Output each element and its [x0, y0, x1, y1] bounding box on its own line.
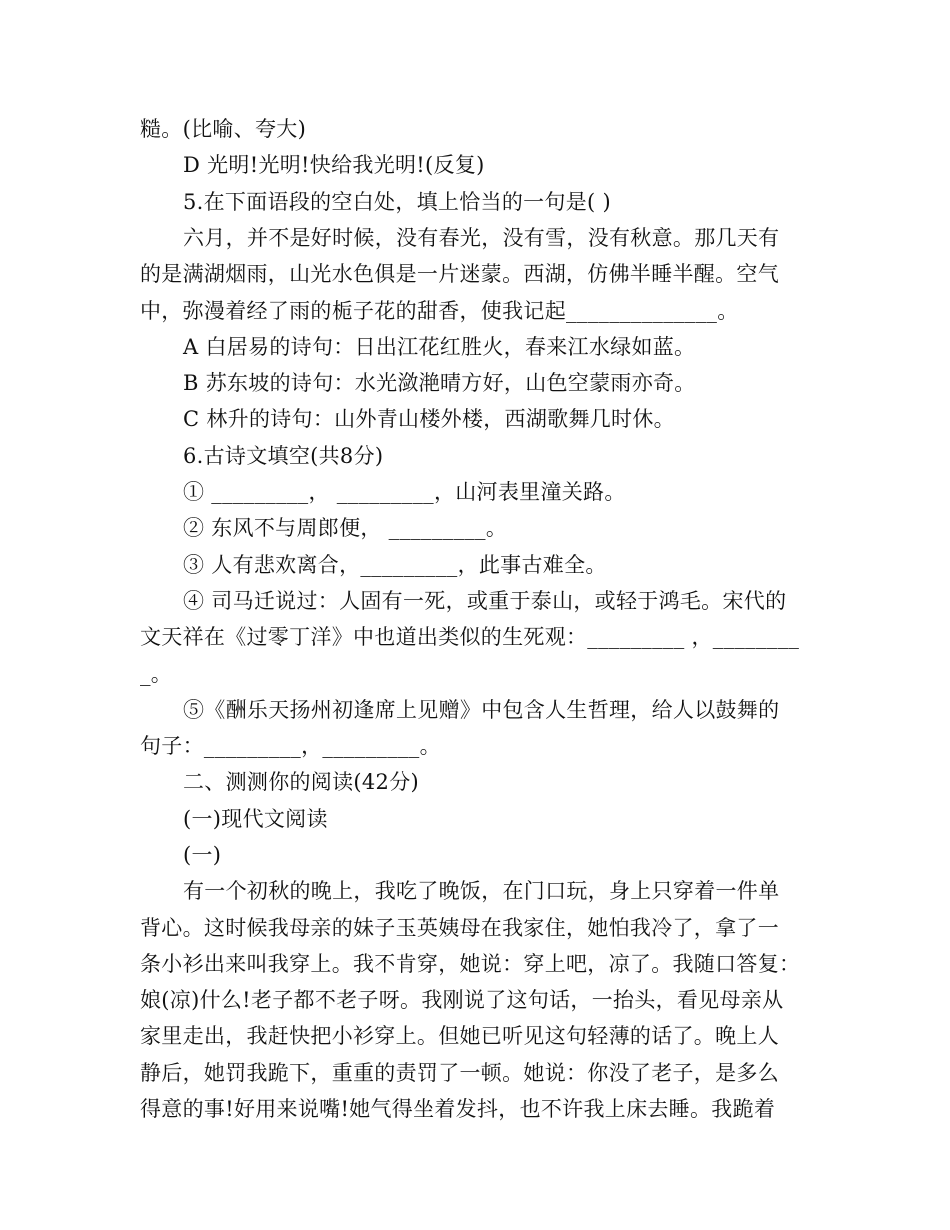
- text-line: 娘(凉)什么!老子都不老子呀。我刚说了这句话，一抬头，看见母亲从: [140, 988, 784, 1012]
- text-line: 条小衫出来叫我穿上。我不肯穿，她说：穿上吧，凉了。我随口答复：: [140, 952, 801, 976]
- text-line: (一)现代文阅读: [183, 807, 328, 831]
- text-line: 文天祥在《过零丁洋》中也道出类似的生死观：_________ ，________: [140, 625, 800, 649]
- text-line: 得意的事!好用来说嘴!她气得坐着发抖，也不许我上床去睡。我跪着: [140, 1097, 776, 1121]
- text-line: ① _________， _________，山河表里潼关路。: [183, 480, 626, 504]
- text-line: 5.在下面语段的空白处，填上恰当的一句是( ): [183, 190, 611, 214]
- text-line: ② 东风不与周郎便， _________。: [183, 516, 508, 540]
- text-line: ③ 人有悲欢离合，_________，此事古难全。: [183, 553, 607, 577]
- text-line: D 光明!光明!快给我光明!(反复): [183, 153, 485, 177]
- text-line: 二、测测你的阅读(42分): [183, 770, 420, 794]
- text-line: 六月，并不是好时候，没有春光，没有雪，没有秋意。那几天有: [183, 226, 780, 250]
- text-line: 家里走出，我赶快把小衫穿上。但她已听见这句轻薄的话了。晚上人: [140, 1024, 779, 1048]
- text-line: A 白居易的诗句：日出江花红胜火，春来江水绿如蓝。: [183, 335, 696, 359]
- text-line: 的是满湖烟雨，山光水色俱是一片迷蒙。西湖，仿佛半睡半醒。空气: [140, 262, 779, 286]
- text-line: 中，弥漫着经了雨的栀子花的甜香，使我记起______________。: [140, 299, 739, 323]
- text-line: _。: [140, 662, 173, 686]
- text-line: 背心。这时候我母亲的妹子玉英姨母在我家住，她怕我冷了，拿了一: [140, 916, 779, 940]
- text-line: (一): [183, 843, 222, 867]
- text-line: ④ 司马迁说过：人固有一死，或重于泰山，或轻于鸿毛。宋代的: [183, 589, 787, 613]
- text-line: ⑤《酬乐天扬州初逢席上见赠》中包含人生哲理，给人以鼓舞的: [183, 698, 780, 722]
- text-line: B 苏东坡的诗句：水光潋滟晴方好，山色空蒙雨亦奇。: [183, 371, 696, 395]
- text-line: C 林升的诗句：山外青山楼外楼，西湖歌舞几时休。: [183, 407, 675, 431]
- text-line: 句子：_________，_________。: [140, 734, 441, 758]
- text-line: 6.古诗文填空(共8分): [183, 444, 384, 468]
- text-line: 糙。(比喻、夸大): [140, 117, 307, 141]
- text-line: 静后，她罚我跪下，重重的责罚了一顿。她说：你没了老子，是多么: [140, 1061, 779, 1085]
- text-line: 有一个初秋的晚上，我吃了晚饭，在门口玩，身上只穿着一件单: [183, 879, 780, 903]
